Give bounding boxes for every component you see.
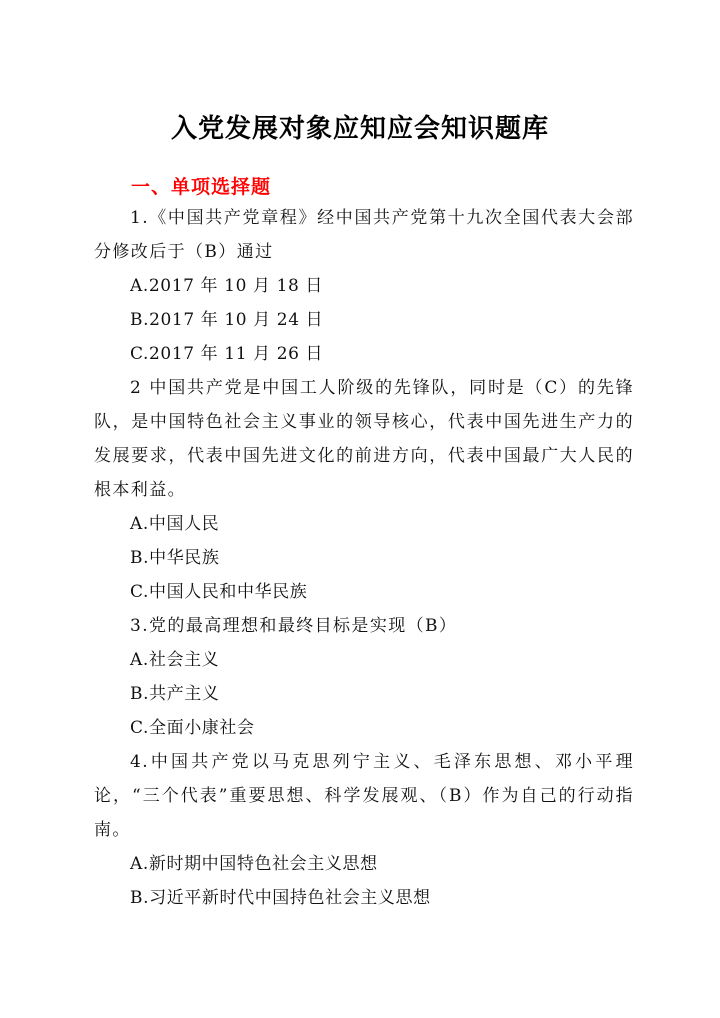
question-2-text: 2 中国共产党是中国工人阶级的先锋队，同时是（C）的先锋队，是中国特色社会主义事业的领导核心，代表中国先进生产力的发展要求，代表中国先进文化的前进方向，代表中国最广大人民的根本利益。 (94, 378, 634, 500)
question-4-option-a: A.新时期中国特色社会主义思想 (130, 854, 378, 874)
question-1-option-b: B.2017 年 10 月 24 日 (130, 310, 324, 330)
question-4-option-b: B.习近平新时代中国持色社会主义思想 (130, 888, 431, 908)
document-title: 入党发展对象应知应会知识题库 (170, 114, 549, 144)
question-3-text: 3.党的最高理想和最终目标是实现（B） (130, 616, 458, 636)
question-3-option-b: B.共产主义 (130, 684, 220, 704)
question-1-option-a: A.2017 年 10 月 18 日 (130, 276, 324, 296)
question-4-text: 4.中国共产党以马克思列宁主义、毛泽东思想、邓小平理论，“三个代表”重要思想、科学发展观、（B）作为自己的行动指南。 (94, 752, 634, 840)
section-heading: 一、单项选择题 (131, 176, 272, 198)
question-list (94, 201, 634, 915)
question-3-option-c: C.全面小康社会 (130, 718, 255, 738)
question-2-option-b: B.中华民族 (130, 548, 220, 568)
question-3-option-a: A.社会主义 (130, 650, 220, 670)
question-2-option-c: C.中国人民和中华民族 (130, 582, 308, 602)
question-1-option-c: C.2017 年 11 月 26 日 (130, 344, 324, 364)
question-1-text: 1.《中国共产党章程》经中国共产党第十九次全国代表大会部分修改后于（B）通过 (94, 208, 634, 262)
question-2-option-a: A.中国人民 (130, 514, 220, 534)
